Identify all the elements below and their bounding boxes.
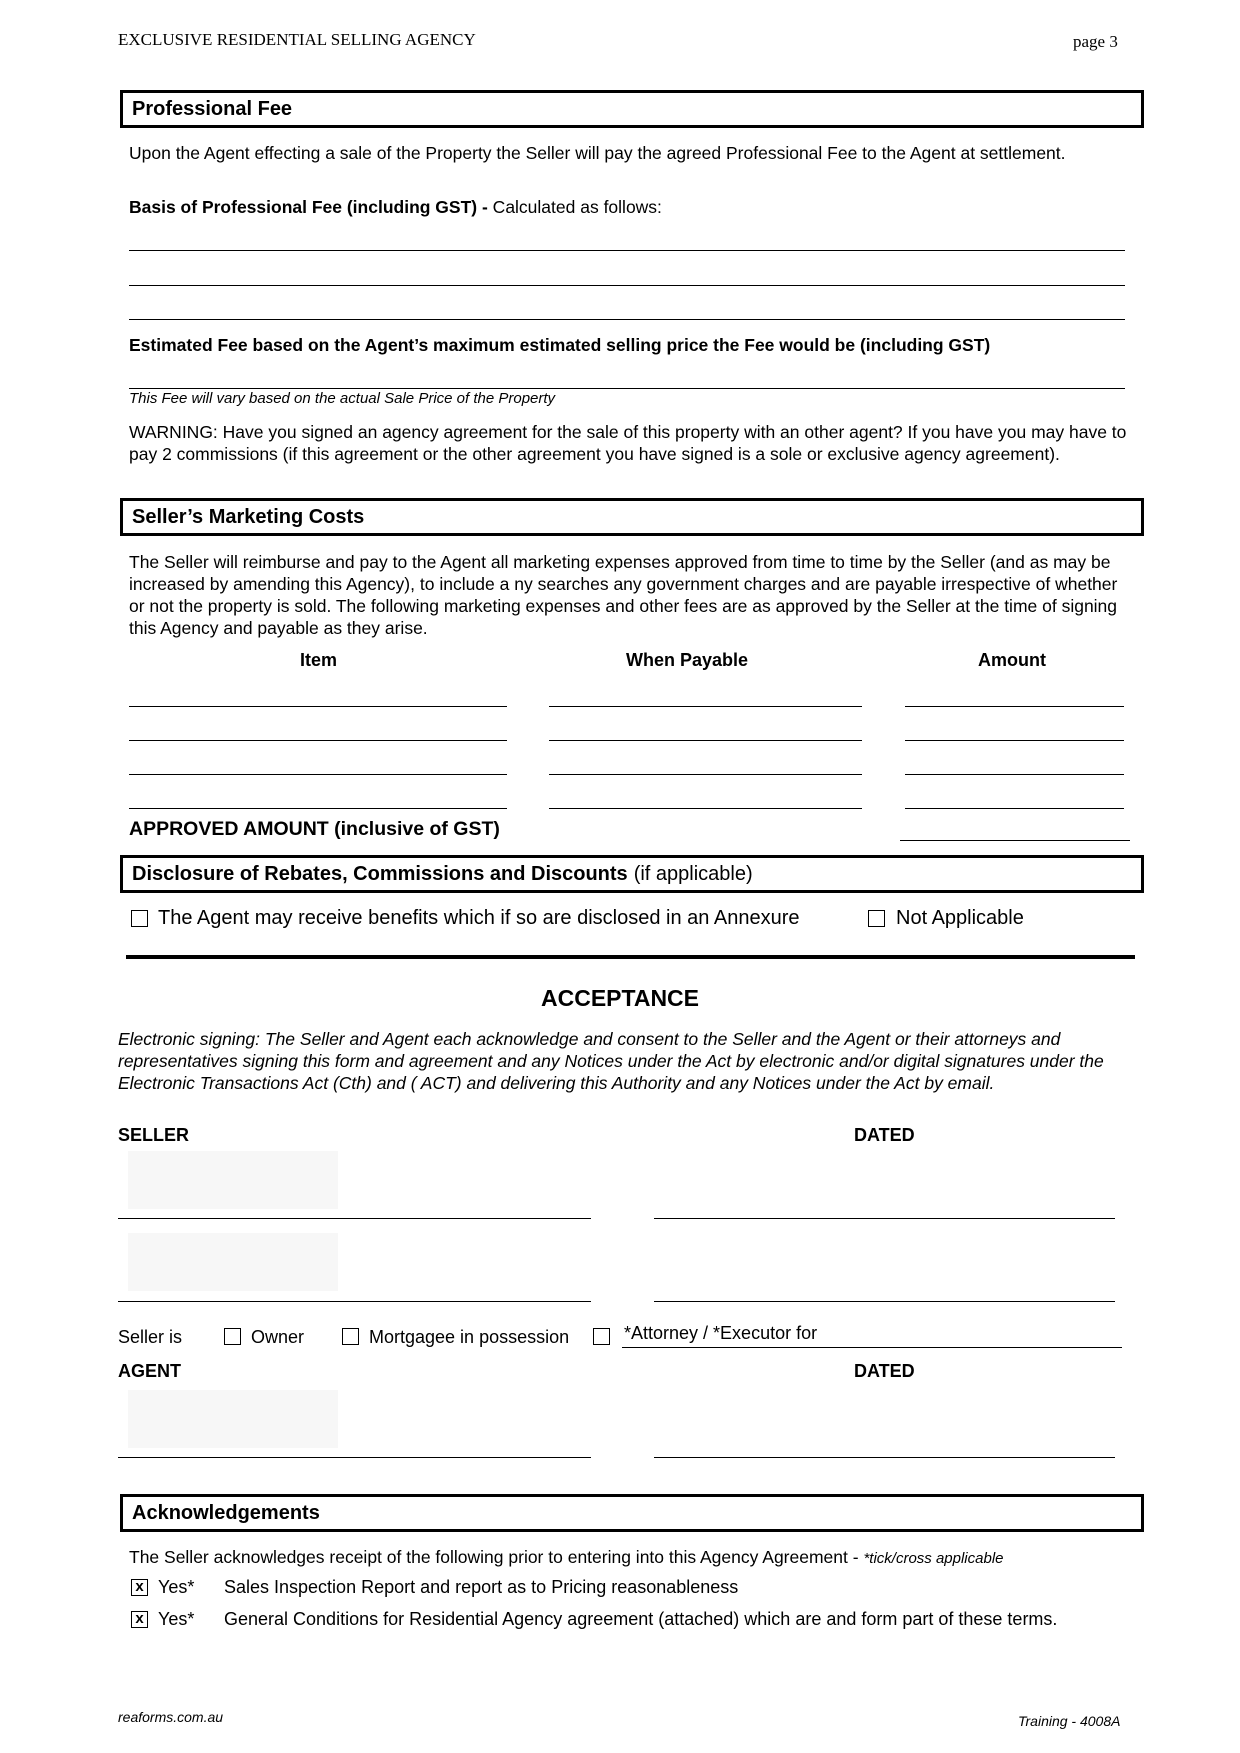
- disclosure-heading-note: (if applicable): [633, 862, 753, 885]
- owner-label: Owner: [251, 1327, 305, 1347]
- benefits-annexure-checkbox[interactable]: [131, 910, 148, 927]
- owner-checkbox[interactable]: [224, 1328, 241, 1345]
- agency-warning: WARNING: Have you signed an agency agreement for the sale of this property with an other agent? If you have you may have to pay 2 commissions (if this agreement or the other agreement you have signed is a sole or exclusive agency agreement).: [129, 422, 1127, 464]
- attorney-executor-checkbox[interactable]: [593, 1328, 610, 1345]
- benefits-annexure-label: The Agent may receive benefits which if so are disclosed in an Annexure: [158, 907, 800, 929]
- fee-basis-rest: Calculated as follows:: [487, 197, 662, 217]
- column-header-amount: Amount: [978, 650, 1046, 670]
- seller-signature-field[interactable]: [128, 1151, 338, 1209]
- item-line[interactable]: [129, 740, 507, 741]
- not-applicable-checkbox[interactable]: [868, 910, 885, 927]
- amount-line[interactable]: [905, 706, 1124, 707]
- fee-intro: Upon the Agent effecting a sale of the Property the Seller will pay the agreed Professional Fee to the Agent at settlement.: [129, 143, 1066, 163]
- agent-dated-label: DATED: [854, 1361, 915, 1381]
- when-payable-line[interactable]: [549, 706, 862, 707]
- page-number: page 3: [1073, 32, 1118, 51]
- ack-item-text: Sales Inspection Report and report as to Pricing reasonableness: [224, 1577, 739, 1597]
- item-line[interactable]: [129, 774, 507, 775]
- estimated-fee-line[interactable]: [129, 388, 1125, 389]
- marketing-costs-text: The Seller will reimburse and pay to the Agent all marketing expenses approved from time to time by the Seller (and as may be increased by amending this Agency), to include a ny searches any government charges and are payable irrespective of whether or not the property is sold. The following marketing expenses and other fees are as approved by the Seller at the time of signing this Agency and payable as they arise.: [129, 552, 1118, 638]
- dated-label: DATED: [854, 1125, 915, 1145]
- agent-label: AGENT: [118, 1361, 181, 1381]
- attorney-executor-line[interactable]: [622, 1347, 1122, 1348]
- fee-basis-line[interactable]: [129, 250, 1125, 251]
- amount-line[interactable]: [905, 740, 1124, 741]
- ack-checkbox-general-conditions[interactable]: x: [131, 1611, 148, 1628]
- fee-basis: [129, 196, 662, 218]
- ack-item-text: General Conditions for Residential Agency agreement (attached) which are and form part of these terms.: [224, 1609, 1058, 1629]
- approved-amount-label: APPROVED AMOUNT (inclusive of GST): [129, 818, 500, 840]
- seller-is-label: Seller is: [118, 1327, 183, 1347]
- seller-signature-field[interactable]: [128, 1233, 338, 1291]
- electronic-signing-text: Electronic signing: The Seller and Agent each acknowledge and consent to the Seller and the Agent or their attorneys and representatives signing this form and agreement and any Notices under the Act by electronic and/or digital signatures under the Electronic Transactions Act (Cth) and ( ACT) and delivering this Authority and any Notices under the Act by email.: [118, 1029, 1104, 1093]
- not-applicable-label: Not Applicable: [896, 907, 1024, 929]
- document-title: EXCLUSIVE RESIDENTIAL SELLING AGENCY: [118, 30, 476, 49]
- approved-amount-line[interactable]: [900, 840, 1130, 841]
- acceptance-title: ACCEPTANCE: [540, 985, 700, 1011]
- amount-line[interactable]: [905, 774, 1124, 775]
- item-line[interactable]: [129, 706, 507, 707]
- footer-form-code: Training - 4008A: [1018, 1713, 1121, 1729]
- ack-yes-label: Yes*: [158, 1577, 195, 1597]
- seller-date-line[interactable]: [654, 1301, 1115, 1302]
- marketing-costs-heading: [120, 498, 1144, 536]
- acknowledgements-heading: [120, 1494, 1144, 1532]
- when-payable-line[interactable]: [549, 740, 862, 741]
- column-header-item: Item: [300, 650, 338, 670]
- agent-signature-line[interactable]: [118, 1457, 591, 1458]
- agent-signature-field[interactable]: [128, 1390, 338, 1448]
- attorney-executor-label: *Attorney / *Executor for: [624, 1323, 818, 1343]
- acknowledgements-intro: [129, 1546, 1004, 1570]
- amount-line[interactable]: [905, 808, 1124, 809]
- acknowledgements-heading-text: Acknowledgements: [132, 1501, 320, 1524]
- column-header-when-payable: When Payable: [626, 650, 749, 670]
- mortgagee-checkbox[interactable]: [342, 1328, 359, 1345]
- fee-vary-note: This Fee will vary based on the actual Sale Price of the Property: [129, 390, 556, 407]
- fee-basis-line[interactable]: [129, 285, 1125, 286]
- acknowledgements-intro-text: The Seller acknowledges receipt of the following prior to entering into this Agency Agreement -: [129, 1547, 864, 1567]
- estimated-fee-label: Estimated Fee based on the Agent’s maximum estimated selling price the Fee would be (including GST): [129, 335, 991, 355]
- ack-checkbox-sales-inspection[interactable]: x: [131, 1579, 148, 1596]
- marketing-costs-heading-text: Seller’s Marketing Costs: [132, 505, 365, 528]
- footer-website: reaforms.com.au: [118, 1709, 224, 1725]
- when-payable-line[interactable]: [549, 774, 862, 775]
- fee-basis-label: Basis of Professional Fee (including GST) -: [129, 197, 488, 217]
- item-line[interactable]: [129, 808, 507, 809]
- section-divider: [126, 955, 1135, 959]
- disclosure-heading-text: Disclosure of Rebates, Commissions and Discounts: [132, 862, 628, 885]
- seller-label: SELLER: [118, 1125, 190, 1145]
- disclosure-heading: [120, 855, 1144, 893]
- ack-yes-label: Yes*: [158, 1609, 195, 1629]
- fee-basis-line[interactable]: [129, 319, 1125, 320]
- seller-date-line[interactable]: [654, 1218, 1115, 1219]
- when-payable-line[interactable]: [549, 808, 862, 809]
- professional-fee-heading-text: Professional Fee: [132, 97, 293, 120]
- agent-date-line[interactable]: [654, 1457, 1115, 1458]
- professional-fee-heading: [120, 90, 1144, 128]
- acknowledgements-intro-note: *tick/cross applicable: [863, 1550, 1004, 1567]
- mortgagee-label: Mortgagee in possession: [369, 1327, 570, 1347]
- seller-signature-line[interactable]: [118, 1218, 591, 1219]
- seller-signature-line[interactable]: [118, 1301, 591, 1302]
